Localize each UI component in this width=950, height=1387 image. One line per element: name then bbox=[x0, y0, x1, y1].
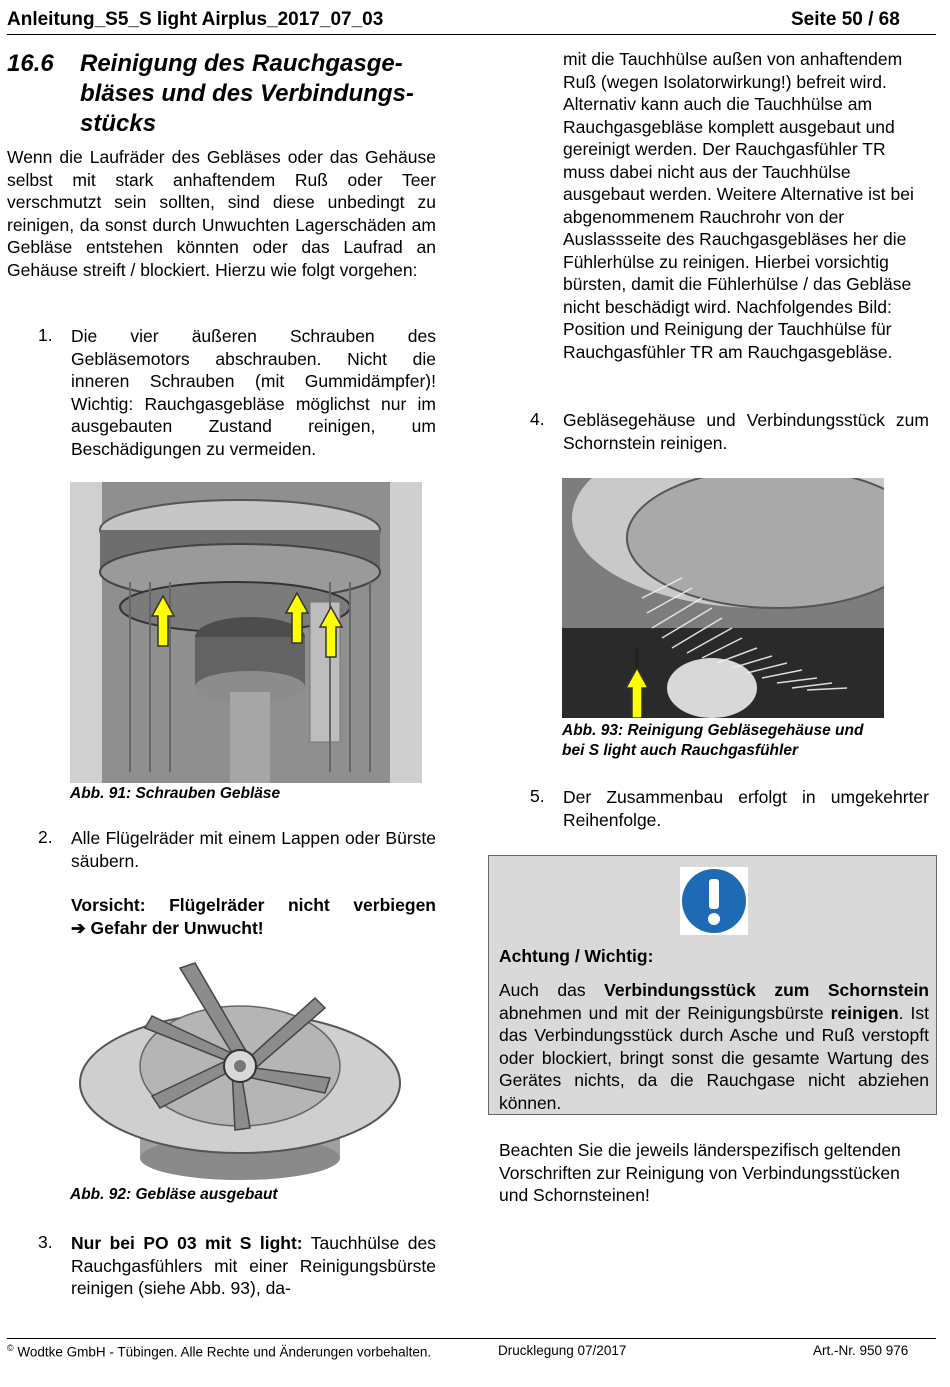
fig91-caption: Abb. 91: Schrauben Gebläse bbox=[70, 785, 281, 802]
footer-article-number: Art.-Nr. 950 976 bbox=[813, 1343, 909, 1358]
step2-text: Alle Flügelräder mit einem Lappen oder Bürste säubern. bbox=[71, 828, 436, 871]
step1-text: Die vier äußeren Schrauben des Gebläsemotors abschrauben. Nicht die inneren Schrauben (mit Gummidämpfer)! Wichtig: Rauchgasgebläse möglichst nur im ausgebauten Zustand reinigen, um Beschädigungen zu vermeiden. bbox=[71, 326, 436, 459]
step3-rest: Tauchhülse des Rauchgasfühlers mit einer Reinigungsbürste reinigen (siehe Abb. 93), da- bbox=[71, 1233, 436, 1298]
step3-bold: Nur bei PO 03 mit S light: bbox=[71, 1233, 303, 1253]
step3-number: 3. bbox=[38, 1232, 53, 1252]
warning-text-1: Auch das bbox=[499, 980, 605, 1000]
section-title-line2: bläses und des Verbindungs- bbox=[80, 80, 414, 107]
step4-number: 4. bbox=[530, 409, 545, 429]
fig93-illustration bbox=[562, 478, 884, 718]
step3-continued: mit die Tauchhülse außen von anhaftendem Ruß (wegen Isolatorwirkung!) befreit wird. Alternativ kann auch die Tauchhülse am Rauchgasgebläse komplett ausgebaut und gereinigt werden. Der Rauchgasfühler TR muss dabei nicht aus der Tauchhülse ausgebaut werden. Weitere Alternative ist bei abgenommenem Rauchrohr von der Auslassseite des Rauchgasgebläses her die Fühlerhülse zu reinigen. Hierbei vorsichtig bürsten, damit die Fühlerhülse / das Gebläse nicht beschädigt wird. Nachfolgendes Bild: Position und Reinigung der Tauchhülse für Rauchgasfühler TR am Rauchgasgebläse. bbox=[563, 49, 914, 362]
warning-bold-1: Verbindungsstück zum Schornstein bbox=[604, 980, 929, 1000]
warning-text bbox=[499, 979, 929, 1114]
caution-line2: Gefahr der Unwucht! bbox=[90, 917, 264, 938]
copyright-symbol: © bbox=[7, 1343, 14, 1353]
section-heading bbox=[7, 49, 414, 139]
fig91-image bbox=[70, 482, 422, 783]
footer-copyright bbox=[7, 1343, 431, 1360]
fig93-caption-line2: bei S light auch Rauchgasfühler bbox=[562, 742, 798, 759]
page-number: Seite 50 / 68 bbox=[791, 9, 900, 30]
country-note: Beachten Sie die jeweils länderspezifisch geltenden Vorschriften zur Reinigung von Verbindungsstücken und Schornsteinen! bbox=[499, 1140, 901, 1205]
fig92-illustration bbox=[70, 958, 410, 1183]
intro-paragraph: Wenn die Laufräder des Gebläses oder das Gehäuse selbst mit stark anhaftendem Ruß oder Teer verschmutzt sein sollten, sind diese unbedingt zu reinigen, da sonst durch Unwuchten Lagerschäden am Gebläse entstehen könnten oder das Laufrad an Gehäuse streift / blockiert. Hierzu wie folgt vorgehen: bbox=[7, 147, 436, 280]
section-title-line3: stücks bbox=[80, 110, 157, 137]
caution-line1: Vorsicht: Flügelräder nicht verbiegen bbox=[71, 895, 436, 915]
arrow-icon: ➔ bbox=[71, 917, 86, 938]
header-rule bbox=[7, 34, 936, 35]
fig92-caption: Abb. 92: Gebläse ausgebaut bbox=[70, 1186, 278, 1203]
step5-text: Der Zusammenbau erfolgt in umgekehrter Reihenfolge. bbox=[563, 787, 929, 830]
fig92-image bbox=[70, 958, 410, 1183]
footer-print-date: Drucklegung 07/2017 bbox=[498, 1343, 627, 1358]
step1-number: 1. bbox=[38, 325, 53, 345]
step3-text bbox=[71, 1232, 436, 1300]
warning-box bbox=[488, 855, 937, 1115]
copyright-text: Wodtke GmbH - Tübingen. Alle Rechte und Änderungen vorbehalten. bbox=[13, 1344, 432, 1360]
step5-number: 5. bbox=[530, 786, 545, 806]
step2-number: 2. bbox=[38, 827, 53, 847]
section-number: 16.6 bbox=[7, 50, 54, 77]
caution-note bbox=[71, 894, 436, 939]
fig91-illustration bbox=[70, 482, 422, 783]
document-title: Anleitung_S5_S light Airplus_2017_07_03 bbox=[7, 9, 384, 30]
fig93-image bbox=[562, 478, 884, 718]
fig93-caption bbox=[562, 721, 863, 761]
section-title-line1: Reinigung des Rauchgasge- bbox=[80, 50, 403, 77]
step4-text: Gebläsegehäuse und Verbindungsstück zum Schornstein reinigen. bbox=[563, 410, 929, 453]
warning-text-3: . Ist das Verbindungsstück durch Asche und Ruß verstopft oder blockiert, bringt sonst die gesamte Wartung des Gerätes nichts, da die Rauchgase nicht abziehen können. bbox=[499, 1002, 929, 1113]
warning-bold-2: reinigen bbox=[830, 1002, 899, 1023]
fig93-caption-line1: Abb. 93: Reinigung Gebläsegehäuse und bbox=[562, 722, 864, 739]
warning-title: Achtung / Wichtig: bbox=[499, 946, 654, 966]
info-icon bbox=[680, 867, 748, 935]
warning-text-2: abnehmen und mit der Reinigungsbürste bbox=[499, 1002, 831, 1023]
footer-rule bbox=[7, 1338, 936, 1339]
